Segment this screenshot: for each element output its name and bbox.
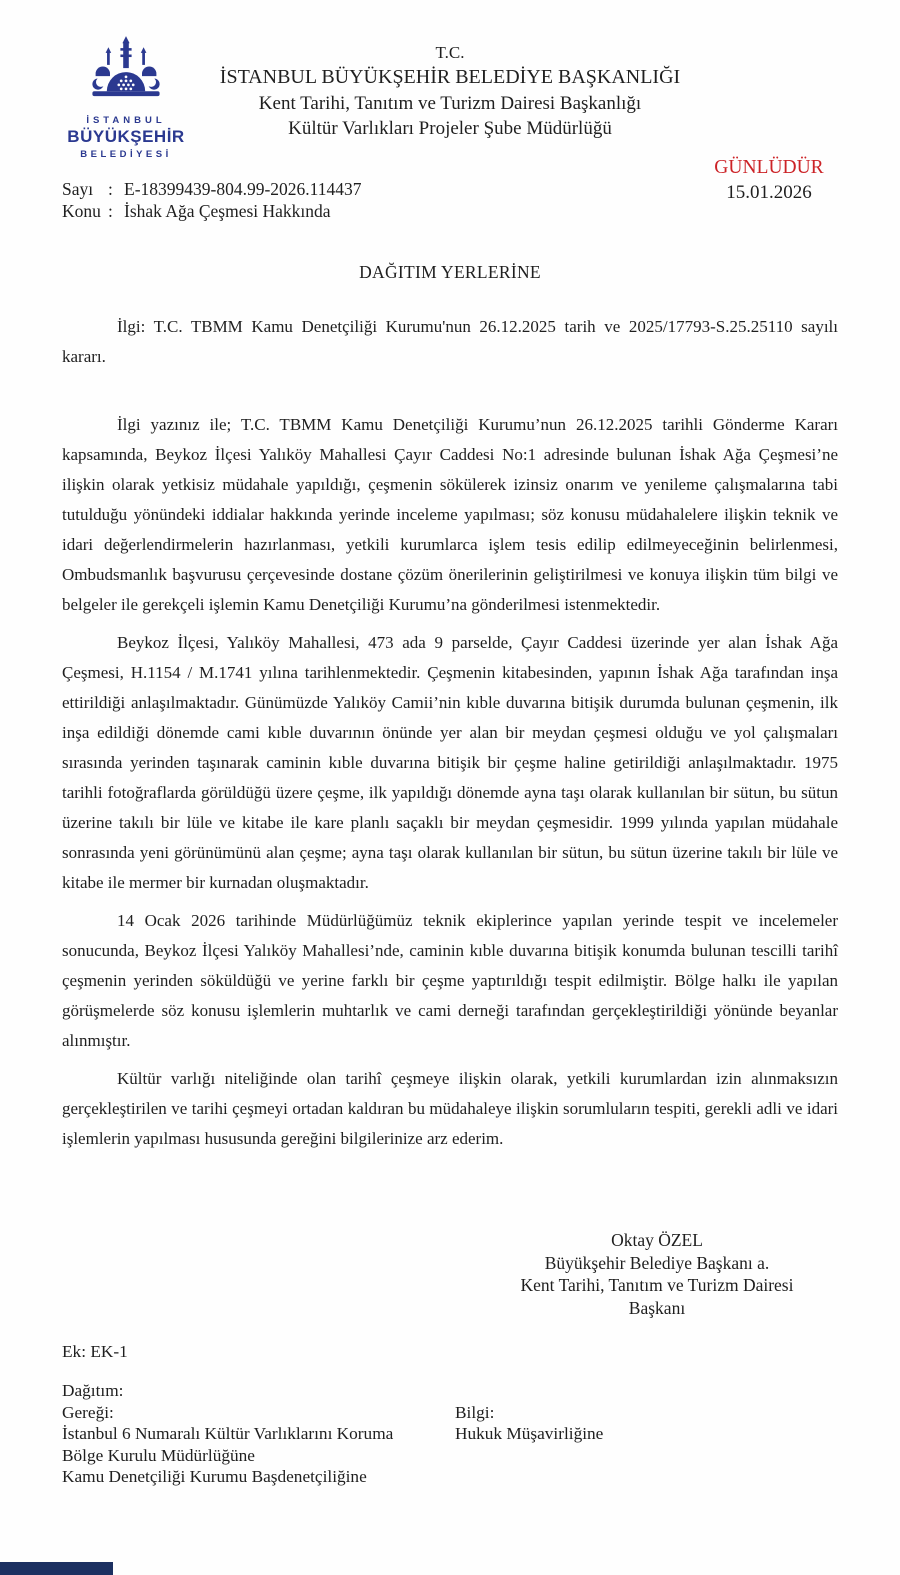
sayi-row — [62, 178, 362, 200]
logo-text-istanbul: İSTANBUL — [86, 115, 166, 126]
body-paragraph-4: Kültür varlığı niteliğinde olan tarihî çeşmeye ilişkin olarak, yetkili kurumlardan izin alınmaksızın gerçekleştirilen ve tarihi çeşmeyi ortadan kaldıran bu müdahaleye ilişkin sorumluların tespiti, gerekli adli ve idari işlemlerin yapılması hususunda gereğini bilgilerinize arz ederim. — [62, 1069, 838, 1148]
distribution-title: Dağıtım: — [62, 1381, 124, 1400]
attachment-line: Ek: EK-1 — [62, 1342, 128, 1361]
konu-label: Konu — [62, 201, 101, 221]
logo-text-buyuksehir: BÜYÜKŞEHİR — [67, 127, 185, 146]
letterhead-organization: İSTANBUL BÜYÜKŞEHİR BELEDİYE BAŞKANLIĞI — [219, 66, 681, 88]
logo-text-belediyesi: BELEDİYESİ — [80, 149, 172, 160]
letterhead-department: Kent Tarihi, Tanıtım ve Turizm Dairesi Başkanlığı — [258, 93, 642, 114]
letter-body — [62, 312, 838, 1162]
distribution-geregi-column — [62, 1402, 437, 1488]
distribution-columns — [62, 1402, 755, 1488]
sayi-value: E-18399439-804.99-2026.114437 — [124, 179, 362, 199]
bilgi-item-1: Hukuk Müşavirliğine — [455, 1424, 604, 1443]
sayi-colon: : — [108, 179, 113, 199]
geregi-item-2: Kamu Denetçiliği Kurumu Başdenetçiliğine — [62, 1467, 367, 1486]
geregi-label: Gereği: — [62, 1402, 114, 1422]
letterhead-unit: Kültür Varlıkları Projeler Şube Müdürlüğü — [288, 118, 612, 139]
stamp-date-block — [684, 156, 854, 206]
letterhead-tc: T.C. — [435, 43, 465, 62]
signer-name: Oktay ÖZEL — [611, 1230, 703, 1250]
geregi-item-1: İstanbul 6 Numaralı Kültür Varlıklarını Koruma Bölge Kurulu Müdürlüğüne — [62, 1424, 394, 1465]
footer-bar — [0, 1562, 113, 1575]
konu-row — [62, 200, 362, 222]
document-date: 15.01.2026 — [726, 182, 812, 203]
gunludur-stamp: GÜNLÜDÜR — [714, 157, 824, 178]
body-paragraph-1: İlgi yazınız ile; T.C. TBMM Kamu Denetçiliği Kurumu’nun 26.12.2025 tarihli Gönderme Kararı kapsamında, Beykoz İlçesi Yalıköy Mahallesi Çayır Caddesi No:1 adresinde bulunan İshak Ağa Çeşmesi’ne ilişkin olarak yetkisiz müdahale yapıldığı, çeşmenin sökülerek izinsiz onarım ve yenileme çalışmalarına tabi tutulduğu yönündeki iddialar hakkında yerinde inceleme yapılması; söz konusu müdahalelere ilişkin teknik ve idari değerlendirmelerin hazırlanması, yetkili kurumlarca işlem tesis edilip edilmeyeceğinin belirlenmesi, Ombudsmanlık başvurusu çerçevesinde dostane çözüm önerilerinin geliştirilmesi ve konuya ilişkin tüm bilgi ve belgeler ile gerekçeli işlemin Kamu Denetçiliği Kurumu’na gönderilmesi istenmektedir. — [62, 415, 838, 614]
document-meta — [62, 178, 362, 222]
sayi-label: Sayı — [62, 179, 94, 199]
bilgi-label: Bilgi: — [455, 1402, 495, 1422]
distribution-section — [62, 1380, 755, 1488]
signature-block — [512, 1229, 802, 1319]
signer-title-2: Kent Tarihi, Tanıtım ve Turizm Dairesi — [520, 1275, 794, 1295]
body-paragraph-2: Beykoz İlçesi, Yalıköy Mahallesi, 473 ada 9 parselde, Çayır Caddesi üzerinde yer alan İshak Ağa Çeşmesi, H.1154 / M.1741 yılına tarihlenmektedir. Çeşmenin kitabesinden, yapının İshak Ağa tarafından inşa ettirildiği anlaşılmaktadır. Günümüzde Yalıköy Camii’nin kıble duvarına bitişik durumda bulunan çeşmenin, ilk inşa edildiği dönemde cami kıble duvarının önünde yer alan bir meydan çeşmesi olduğu ve yol çalışmaları sırasında yerinden taşınarak caminin kıble duvarına bitişik bir çeşme haline getirildiği anlaşılmaktadır. 1975 tarihli fotoğraflarda görüldüğü üzere çeşme, ilk yapıldığı dönemde ayna taşı olarak kullanılan bir sütun, bu sütun üzerine takılı bir lüle ve kitabe ile kare planlı saçaklı bir meydan çeşmesidir. 1999 yılında yapılan müdahale sonrasında yeni görünümünü alan çeşme; ayna taşı olarak kullanılan bir sütun, bu sütun üzerine takılı bir lüle ve kitabe ile mermer bir kurnadan oluşmaktadır. — [62, 633, 838, 892]
distribution-bilgi-column — [455, 1402, 755, 1488]
konu-colon: : — [108, 201, 113, 221]
recipient-line: DAĞITIM YERLERİNE — [359, 262, 541, 282]
konu-value: İshak Ağa Çeşmesi Hakkında — [124, 201, 331, 221]
letterhead — [0, 42, 900, 141]
signer-title-1: Büyükşehir Belediye Başkanı a. — [544, 1252, 770, 1273]
reference-paragraph: İlgi: T.C. TBMM Kamu Denetçiliği Kurumu'nun 26.12.2025 tarih ve 2025/17793-S.25.25110 sayılı kararı. — [62, 317, 838, 366]
body-paragraph-3: 14 Ocak 2026 tarihinde Müdürlüğümüz teknik ekiplerince yapılan yerinde tespit ve incelemeler sonucunda, Beykoz İlçesi Yalıköy Mahallesi’nde, caminin kıble duvarına bitişik konumda bulunan tescilli tarihî çeşmenin yerinden söküldüğü ve yerine farklı bir çeşme yaptırıldığı tespit edilmiştir. Bölge halkı ile yapılan görüşmelerde söz konusu işlemlerin muhtarlık ve cami derneği tarafından gerçekleştirildiği yönünde beyanlar alınmıştır. — [62, 911, 838, 1050]
signer-title-3: Başkanı — [628, 1297, 686, 1318]
